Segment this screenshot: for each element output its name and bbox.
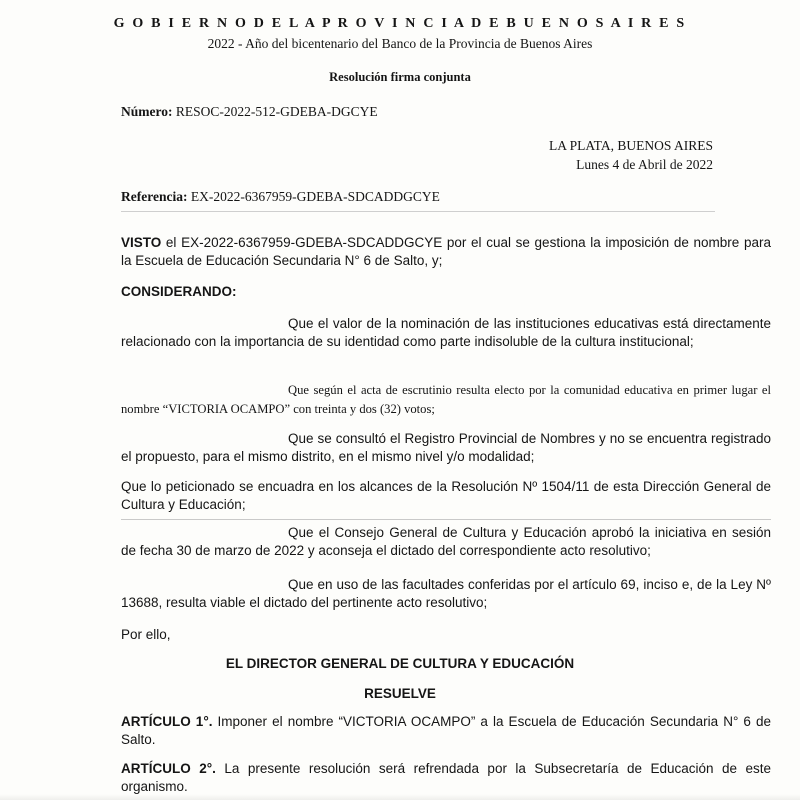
document-date: Lunes 4 de Abril de 2022 [576,157,713,172]
visto-paragraph [121,234,771,270]
considerando-1: Que el valor de la nominación de las instituciones educativas está directamente relacionado con la importancia de su identidad como parte indisoluble de la cultura institucional; [121,316,771,349]
considerando-6: Que en uso de las facultades conferidas por el artículo 69, inciso e, de la Ley Nº 13688, resulta viable el dictado del pertinente acto resolutivo; [121,577,771,610]
place-city: LA PLATA, BUENOS AIRES [549,138,713,153]
articulo-2-label: ARTÍCULO 2°. [121,761,216,776]
articulo-1 [121,713,771,749]
resuelve-heading: RESUELVE [364,686,436,701]
resolution-type: Resolución firma conjunta [329,70,471,84]
director-heading: EL DIRECTOR GENERAL DE CULTURA Y EDUCACIÓN [225,656,575,671]
articulo-2-text: La presente resolución será refrendada por la Subsecretaría de Educación de este organismo. [121,761,771,794]
considerando-4: Que lo peticionado se encuadra en los alcances de la Resolución Nº 1504/11 de esta Dirección General de Cultura y Educación; [121,478,771,520]
government-header: G O B I E R N O D E L A P R O V I N C I A D E B U E N O S A I R E S [113,16,687,31]
visto-label: VISTO [121,235,162,250]
considerando-2: Que según el acta de escrutinio resulta electo por la comunidad educativa en primer lugar el nombre “VICTORIA OCAMPO” con treinta y dos (32) votos; [121,383,771,416]
considerando-5: Que el Consejo General de Cultura y Educación aprobó la iniciativa en sesión de fecha 30 de marzo de 2022 y aconseja el dictado del correspondiente acto resolutivo; [121,525,771,558]
considerando-heading: CONSIDERANDO: [121,284,237,299]
articulo-2 [121,760,771,796]
numero-line [121,104,378,120]
considerando-3: Que se consultó el Registro Provincial de Nombres y no se encuentra registrado el propuesto, para el mismo distrito, en el mismo nivel y/o modalidad; [121,431,771,464]
year-motto: 2022 - Año del bicentenario del Banco de la Provincia de Buenos Aires [207,36,593,51]
visto-text: el EX-2022-6367959-GDEBA-SDCADDGCYE por el cual se gestiona la imposición de nombre para la Escuela de Educación Secundaria N° 6 de Salto, y; [121,235,771,268]
referencia-line [121,189,440,205]
numero-label: Número: [121,104,173,119]
divider [121,211,715,212]
articulo-1-label: ARTÍCULO 1°. [121,714,213,729]
referencia-label: Referencia: [121,189,188,204]
referencia-value: EX-2022-6367959-GDEBA-SDCADDGCYE [190,189,440,204]
place-date [549,136,713,174]
por-ello: Por ello, [121,627,171,642]
articulo-1-text: Imponer el nombre “VICTORIA OCAMPO” a la Escuela de Educación Secundaria N° 6 de Salto. [121,714,771,747]
numero-value: RESOC-2022-512-GDEBA-DGCYE [175,104,378,119]
page-edge [0,794,800,800]
